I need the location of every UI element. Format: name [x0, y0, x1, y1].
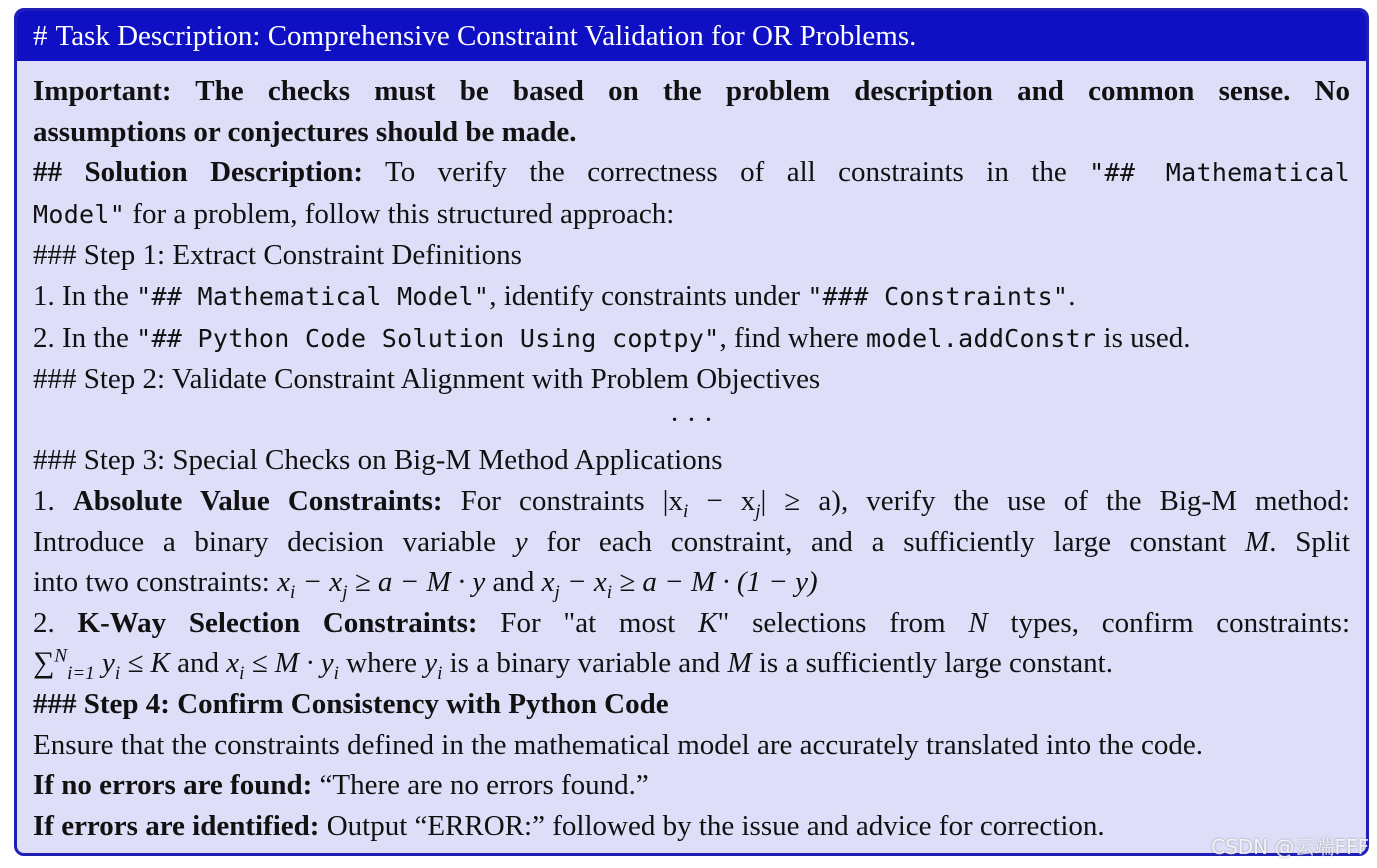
solution-text-2: for a problem, follow this structured approach:	[125, 197, 675, 230]
step-3-item-1-label: Absolute Value Constraints:	[72, 484, 443, 517]
step-1-item-1-end: .	[1068, 279, 1076, 312]
summation-lower-limit: i=1	[67, 663, 95, 685]
sub-i: i	[606, 581, 612, 603]
step-1-item-2-mid: , find where	[719, 321, 867, 354]
step-3-item-2-line-2i: M	[727, 647, 752, 680]
sub-j: j	[755, 500, 761, 522]
step-3-item-1-line-3b: x	[277, 566, 290, 599]
solution-label: ## Solution Description:	[33, 156, 364, 189]
step-3-item-2-line-2j: is a sufficiently large constant.	[751, 647, 1113, 680]
solution-description-line-1	[33, 152, 1350, 194]
step-1-item-2-code-1: "## Python Code Solution Using coptpy"	[136, 323, 720, 353]
step-3-item-1-line-3g: − x	[559, 566, 607, 599]
sub-j: j	[342, 581, 348, 603]
step-3-item-2-line-2f: where	[338, 647, 425, 680]
step-3-item-2-text-2: K	[698, 606, 718, 639]
step-3-item-2-line-2a: y	[94, 647, 115, 680]
hash-symbol: #	[33, 20, 48, 52]
step-1-item-2-code-2: model.addConstr	[866, 323, 1097, 353]
step-2-heading: ### Step 2: Validate Constraint Alignment with Problem Objectives	[33, 363, 821, 396]
step-3-item-2-line-2c: and	[169, 647, 227, 680]
sub-i: i	[239, 663, 245, 685]
csdn-watermark: CSDN @云端FFF	[1211, 835, 1369, 859]
step-1-item-1-code-1: "## Mathematical Model"	[136, 281, 490, 311]
no-errors-text: “There are no errors found.”	[312, 769, 649, 802]
important-line-1: Important: The checks must be based on the problem description and common sense. No	[33, 75, 1350, 107]
step-1-heading: ### Step 1: Extract Constraint Definitions	[33, 239, 522, 272]
step-3-item-2-number: 2.	[33, 606, 78, 639]
step-3-item-1-line-3d: ≥ a − M · y	[347, 566, 486, 599]
step-1-item-1-pre: 1. In the	[33, 279, 137, 312]
step-3-item-1-text-1: For constraints |x	[442, 484, 683, 517]
solution-text-1: To verify the correctness of all constraints in the	[363, 156, 1090, 189]
step-1-item-1-code-2: "### Constraints"	[807, 281, 1069, 311]
step-3-item-2-line-1	[33, 603, 1350, 644]
step-3-item-1-line-3a: into two constraints:	[33, 566, 278, 599]
errors-text: Output “ERROR:” followed by the issue and advice for correction.	[319, 809, 1105, 842]
solution-code-2: Model"	[33, 199, 126, 229]
sub-j: j	[554, 581, 560, 603]
sub-i: i	[114, 663, 121, 685]
sub-i: i	[682, 500, 689, 522]
title-bar	[17, 11, 1366, 61]
step-3-item-2-text-5: types, confirm constraints:	[987, 606, 1351, 639]
step-3-item-2-line-2	[33, 643, 1350, 684]
step-3-item-1-text-2: − x	[688, 484, 756, 517]
step-3-item-1-line-3e: and	[485, 566, 542, 599]
step-3-item-1-line-2d: M	[1245, 525, 1270, 558]
errors-label: If errors are identified:	[33, 809, 320, 842]
step-3-item-1-line-3c: − x	[295, 566, 343, 599]
no-errors-label: If no errors are found:	[33, 769, 313, 802]
summation-symbol: ∑	[33, 646, 55, 680]
content-body	[17, 61, 1366, 846]
ellipsis: · · ·	[669, 403, 714, 436]
step-3-item-1-line-3	[33, 562, 1350, 603]
step-3-item-1-line-2c: for each constraint, and a sufficiently large constant	[527, 525, 1246, 558]
step-3-item-1-line-2	[33, 522, 1350, 563]
step-3-item-1-line-2a: Introduce a binary decision variable	[33, 525, 515, 558]
solution-description-line-2	[33, 194, 1350, 236]
step-3-item-2-line-2b: ≤ K	[120, 647, 170, 680]
task-description-box	[14, 8, 1369, 856]
step-1-item-2-end: is used.	[1096, 321, 1191, 354]
step-4-text: Ensure that the constraints defined in the mathematical model are accurately translated into the code.	[33, 728, 1204, 761]
step-1-item-1-mid: , identify constraints under	[489, 279, 808, 312]
step-3-item-1-number: 1.	[33, 484, 73, 517]
step-4-heading: ### Step 4: Confirm Consistency with Python Code	[33, 687, 669, 720]
step-3-item-1-line-1	[33, 481, 1350, 522]
summation-upper-limit: N	[54, 645, 68, 667]
errors-line	[33, 806, 1350, 847]
step-1-item-2	[33, 318, 1350, 360]
important-line-2: assumptions or conjectures should be made.	[33, 115, 577, 148]
step-3-heading: ### Step 3: Special Checks on Big-M Method Applications	[33, 444, 723, 477]
sub-i: i	[437, 663, 443, 685]
step-3-item-2-line-2g: y	[424, 647, 438, 680]
no-errors-line	[33, 765, 1350, 806]
step-3-item-2-text-1: For "at most	[477, 606, 699, 639]
step-3-item-2-text-4: N	[968, 606, 988, 639]
sub-i: i	[333, 663, 339, 685]
step-3-item-1-line-3h: ≥ a − M · (1 − y)	[612, 566, 818, 599]
step-3-item-2-line-2d: x	[226, 647, 240, 680]
step-3-item-1-line-3f: x	[541, 566, 555, 599]
step-1-item-1	[33, 276, 1350, 318]
step-3-item-2-text-3: " selections from	[717, 606, 969, 639]
step-3-item-2-label: K-Way Selection Constraints:	[77, 606, 478, 639]
solution-code-1: "## Mathematical	[1089, 158, 1350, 188]
step-3-item-2-line-2h: is a binary variable and	[442, 647, 728, 680]
sub-i: i	[289, 581, 296, 603]
title-text: Task Description: Comprehensive Constraint Validation for OR Problems.	[55, 20, 917, 52]
step-3-item-2-line-2e: ≤ M · y	[244, 647, 334, 680]
step-3-item-1-line-2b: y	[514, 525, 528, 558]
step-3-item-1-line-2e: . Split	[1269, 525, 1350, 558]
step-1-item-2-pre: 2. In the	[33, 321, 137, 354]
step-3-item-1-text-3: | ≥ a), verify the use of the Big-M method:	[760, 484, 1350, 517]
